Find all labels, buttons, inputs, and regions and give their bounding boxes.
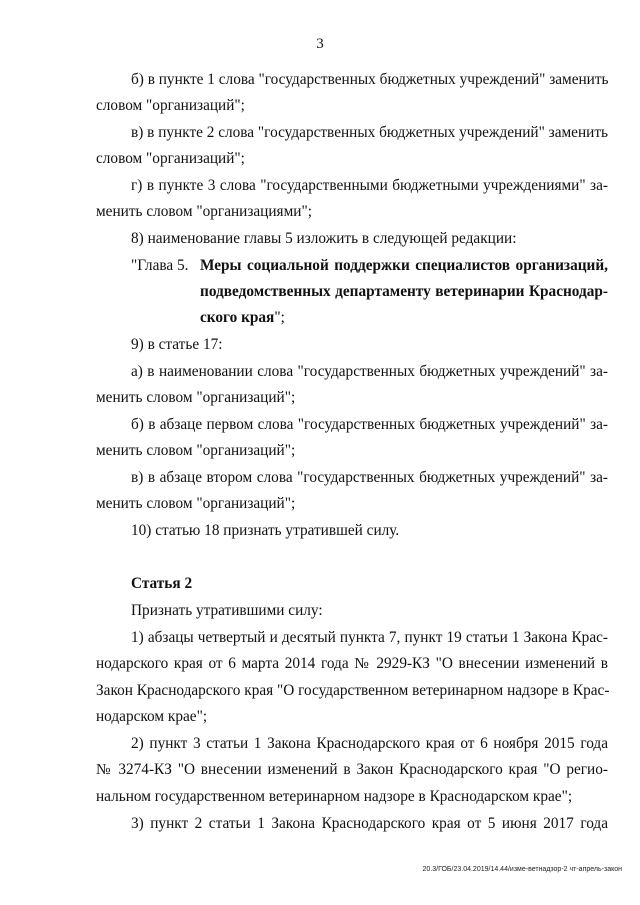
- paragraph-line: 1) абзацы четвертый и десятый пункта 7, пункт 19 статьи 1 Закона Крас-: [131, 629, 608, 646]
- article-heading: Статья 2: [131, 575, 193, 592]
- footer-code: 20.3/ГОБ/23.04.2019/14.44/изме-ветнадзор-2 чт-апрель-закон: [422, 866, 622, 873]
- paragraph-line: г) в пункте 3 слова "государственными бюджетными учреждениями" за-: [131, 177, 608, 194]
- paragraph-line: словом "организаций";: [96, 150, 245, 167]
- chapter-label: "Глава 5.: [131, 257, 189, 274]
- paragraph-line: 10) статью 18 признать утратившей силу.: [131, 522, 400, 539]
- paragraph-line: менить словом "организаций";: [96, 442, 296, 459]
- chapter-title-line: подведомственных департаменту ветеринарии Краснодар-: [200, 283, 608, 300]
- paragraph-line: Закон Краснодарского края "О государственном ветеринарном надзоре в Крас-: [96, 682, 610, 699]
- paragraph-line: в) в абзаце втором слова "государственных бюджетных учреждений" за-: [131, 469, 608, 486]
- paragraph-line: № 3274-КЗ "О внесении изменений в Закон Краснодарского края "О регио-: [96, 761, 608, 778]
- paragraph-line: б) в пункте 1 слова "государственных бюджетных учреждений" заменить: [131, 71, 609, 88]
- paragraph-line: 9) в статье 17:: [131, 336, 223, 353]
- paragraph-line: нальном государственном ветеринарном надзоре в Краснодарском крае";: [96, 788, 573, 805]
- paragraph-line: нодарском крае";: [96, 708, 208, 725]
- paragraph-line: 8) наименование главы 5 изложить в следующей редакции:: [131, 230, 517, 247]
- paragraph-line: а) в наименовании слова "государственных бюджетных учреждений" за-: [131, 363, 608, 380]
- paragraph-line: в) в пункте 2 слова "государственных бюджетных учреждений" заменить: [131, 124, 608, 141]
- chapter-title-line: [200, 308, 608, 328]
- chapter-title-line: Меры социальной поддержки специалистов организаций,: [200, 257, 608, 274]
- paragraph-line: менить словом "организациями";: [96, 203, 312, 220]
- paragraph-line: словом "организаций";: [96, 97, 245, 114]
- paragraph-line: 2) пункт 3 статьи 1 Закона Краснодарского края от 6 ноября 2015 года: [131, 735, 608, 752]
- paragraph-line: нодарского края от 6 марта 2014 года № 2929-КЗ "О внесении изменений в: [96, 655, 608, 672]
- chapter-title-end: ского края: [200, 309, 275, 326]
- paragraph-line: 3) пункт 2 статьи 1 Закона Краснодарского края от 5 июня 2017 года: [131, 815, 608, 832]
- chapter-title-quote: ";: [274, 309, 285, 326]
- page-number: 3: [316, 36, 324, 52]
- paragraph-line: Признать утратившими силу:: [131, 602, 323, 619]
- paragraph-line: менить словом "организаций";: [96, 389, 296, 406]
- paragraph-line: менить словом "организаций";: [96, 495, 296, 512]
- paragraph-line: б) в абзаце первом слова "государственных бюджетных учреждений" за-: [131, 416, 608, 433]
